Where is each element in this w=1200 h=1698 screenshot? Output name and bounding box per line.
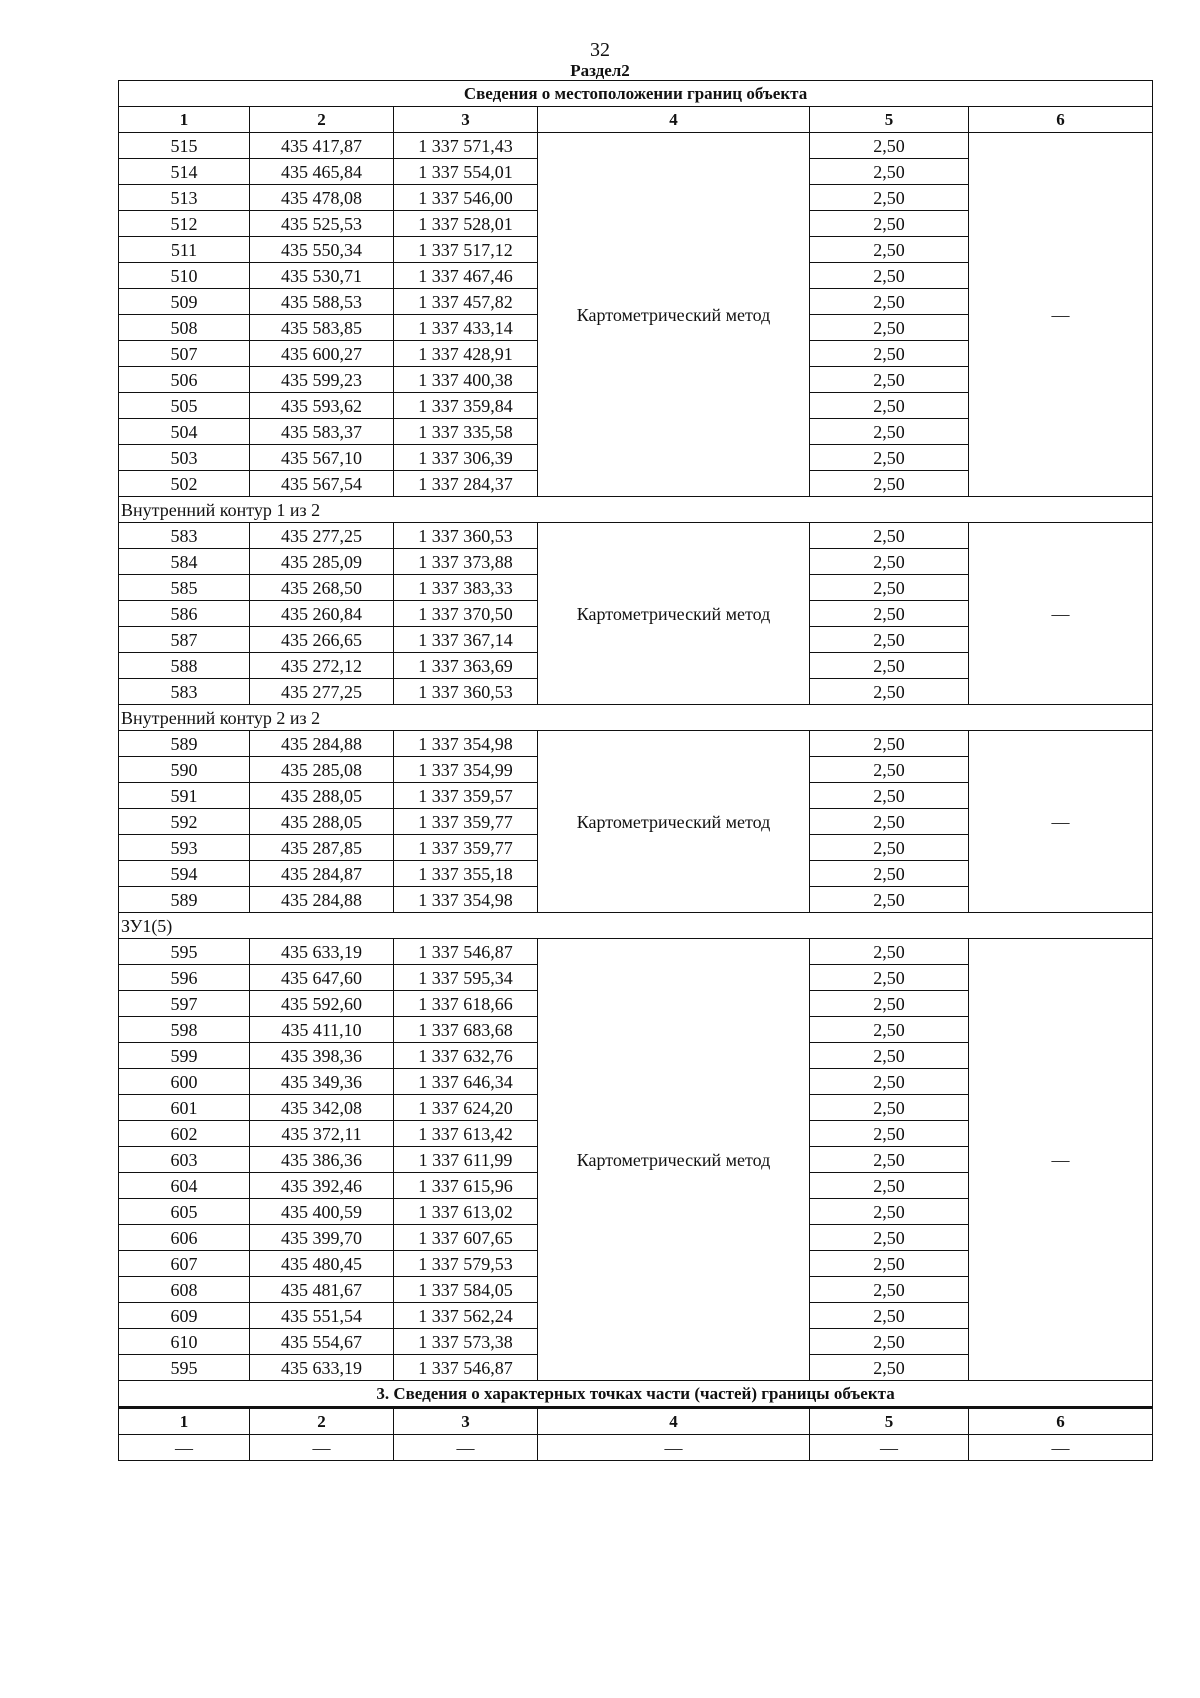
x-coordinate-cell: 435 288,05	[250, 809, 394, 835]
x-coordinate-cell: 435 530,71	[250, 263, 394, 289]
accuracy-cell: 2,50	[810, 367, 969, 393]
accuracy-cell: 2,50	[810, 133, 969, 159]
x-coordinate-cell: 435 417,87	[250, 133, 394, 159]
x-coordinate-cell: 435 268,50	[250, 575, 394, 601]
y-coordinate-cell: 1 337 400,38	[394, 367, 538, 393]
point-number-cell: 595	[119, 939, 250, 965]
accuracy-cell: 2,50	[810, 1043, 969, 1069]
accuracy-cell: 2,50	[810, 159, 969, 185]
point-number-cell: 583	[119, 523, 250, 549]
y-coordinate-cell: 1 337 370,50	[394, 601, 538, 627]
y-coordinate-cell: 1 337 613,02	[394, 1199, 538, 1225]
x-coordinate-cell: 435 550,34	[250, 237, 394, 263]
contour-label-row	[119, 913, 1153, 939]
x-coordinate-cell: 435 599,23	[250, 367, 394, 393]
x-coordinate-cell: 435 399,70	[250, 1225, 394, 1251]
y-coordinate-cell: 1 337 595,34	[394, 965, 538, 991]
y-coordinate-cell: 1 337 359,77	[394, 835, 538, 861]
accuracy-cell: 2,50	[810, 939, 969, 965]
accuracy-cell: 2,50	[810, 523, 969, 549]
x-coordinate-cell: 435 284,88	[250, 887, 394, 913]
table-row	[119, 1435, 1153, 1461]
point-number-cell: 590	[119, 757, 250, 783]
dash-cell: —	[969, 1435, 1153, 1461]
accuracy-cell: 2,50	[810, 549, 969, 575]
y-coordinate-cell: 1 337 611,99	[394, 1147, 538, 1173]
accuracy-cell: 2,50	[810, 679, 969, 705]
x-coordinate-cell: 435 277,25	[250, 523, 394, 549]
y-coordinate-cell: 1 337 284,37	[394, 471, 538, 497]
y-coordinate-cell: 1 337 359,57	[394, 783, 538, 809]
point-number-cell: 503	[119, 445, 250, 471]
accuracy-cell: 2,50	[810, 211, 969, 237]
accuracy-cell: 2,50	[810, 1095, 969, 1121]
x-coordinate-cell: 435 284,87	[250, 861, 394, 887]
accuracy-cell: 2,50	[810, 965, 969, 991]
y-coordinate-cell: 1 337 624,20	[394, 1095, 538, 1121]
point-number-cell: 510	[119, 263, 250, 289]
dash-cell: —	[810, 1435, 969, 1461]
y-coordinate-cell: 1 337 359,77	[394, 809, 538, 835]
y-coordinate-cell: 1 337 683,68	[394, 1017, 538, 1043]
point-number-cell: 605	[119, 1199, 250, 1225]
accuracy-cell: 2,50	[810, 575, 969, 601]
method-cell: Картометрический метод	[538, 939, 810, 1381]
x-coordinate-cell: 435 592,60	[250, 991, 394, 1017]
x-coordinate-cell: 435 400,59	[250, 1199, 394, 1225]
point-number-cell: 513	[119, 185, 250, 211]
x-coordinate-cell: 435 372,11	[250, 1121, 394, 1147]
y-coordinate-cell: 1 337 428,91	[394, 341, 538, 367]
dash-cell: —	[969, 939, 1153, 1381]
accuracy-cell: 2,50	[810, 1121, 969, 1147]
x-coordinate-cell: 435 386,36	[250, 1147, 394, 1173]
point-number-cell: 600	[119, 1069, 250, 1095]
point-number-cell: 585	[119, 575, 250, 601]
y-coordinate-cell: 1 337 579,53	[394, 1251, 538, 1277]
contour-label-row	[119, 705, 1153, 731]
dash-cell: —	[538, 1435, 810, 1461]
y-coordinate-cell: 1 337 546,87	[394, 939, 538, 965]
accuracy-cell: 2,50	[810, 1199, 969, 1225]
y-coordinate-cell: 1 337 607,65	[394, 1225, 538, 1251]
x-coordinate-cell: 435 411,10	[250, 1017, 394, 1043]
accuracy-cell: 2,50	[810, 1225, 969, 1251]
accuracy-cell: 2,50	[810, 1017, 969, 1043]
column-header: 2	[250, 1408, 394, 1435]
accuracy-cell: 2,50	[810, 1355, 969, 1381]
point-number-cell: 596	[119, 965, 250, 991]
column-header: 6	[969, 107, 1153, 133]
contour-label: Внутренний контур 2 из 2	[119, 705, 1153, 731]
point-number-cell: 608	[119, 1277, 250, 1303]
accuracy-cell: 2,50	[810, 471, 969, 497]
point-number-cell: 586	[119, 601, 250, 627]
accuracy-cell: 2,50	[810, 185, 969, 211]
x-coordinate-cell: 435 260,84	[250, 601, 394, 627]
y-coordinate-cell: 1 337 646,34	[394, 1069, 538, 1095]
x-coordinate-cell: 435 588,53	[250, 289, 394, 315]
dash-cell: —	[119, 1435, 250, 1461]
y-coordinate-cell: 1 337 354,98	[394, 731, 538, 757]
contour-label: Внутренний контур 1 из 2	[119, 497, 1153, 523]
y-coordinate-cell: 1 337 360,53	[394, 679, 538, 705]
y-coordinate-cell: 1 337 335,58	[394, 419, 538, 445]
point-number-cell: 598	[119, 1017, 250, 1043]
table-row	[119, 939, 1153, 965]
section-label: Раздел2	[570, 61, 630, 80]
x-coordinate-cell: 435 277,25	[250, 679, 394, 705]
accuracy-cell: 2,50	[810, 315, 969, 341]
point-number-cell: 607	[119, 1251, 250, 1277]
x-coordinate-cell: 435 478,08	[250, 185, 394, 211]
point-number-cell: 515	[119, 133, 250, 159]
x-coordinate-cell: 435 392,46	[250, 1173, 394, 1199]
point-number-cell: 514	[119, 159, 250, 185]
y-coordinate-cell: 1 337 467,46	[394, 263, 538, 289]
point-number-cell: 584	[119, 549, 250, 575]
x-coordinate-cell: 435 287,85	[250, 835, 394, 861]
x-coordinate-cell: 435 525,53	[250, 211, 394, 237]
accuracy-cell: 2,50	[810, 1173, 969, 1199]
point-number-cell: 604	[119, 1173, 250, 1199]
accuracy-cell: 2,50	[810, 861, 969, 887]
y-coordinate-cell: 1 337 457,82	[394, 289, 538, 315]
method-cell: Картометрический метод	[538, 731, 810, 913]
y-coordinate-cell: 1 337 571,43	[394, 133, 538, 159]
point-number-cell: 507	[119, 341, 250, 367]
method-cell: Картометрический метод	[538, 523, 810, 705]
y-coordinate-cell: 1 337 383,33	[394, 575, 538, 601]
x-coordinate-cell: 435 554,67	[250, 1329, 394, 1355]
x-coordinate-cell: 435 551,54	[250, 1303, 394, 1329]
column-header: 2	[250, 107, 394, 133]
column-header: 1	[119, 107, 250, 133]
section3-header-row	[119, 1408, 1153, 1435]
accuracy-cell: 2,50	[810, 1303, 969, 1329]
dash-cell: —	[969, 731, 1153, 913]
column-header-row	[119, 107, 1153, 133]
accuracy-cell: 2,50	[810, 887, 969, 913]
y-coordinate-cell: 1 337 546,00	[394, 185, 538, 211]
column-header: 3	[394, 1408, 538, 1435]
point-number-cell: 591	[119, 783, 250, 809]
point-number-cell: 504	[119, 419, 250, 445]
x-coordinate-cell: 435 465,84	[250, 159, 394, 185]
accuracy-cell: 2,50	[810, 419, 969, 445]
accuracy-cell: 2,50	[810, 1069, 969, 1095]
y-coordinate-cell: 1 337 632,76	[394, 1043, 538, 1069]
x-coordinate-cell: 435 600,27	[250, 341, 394, 367]
point-number-cell: 597	[119, 991, 250, 1017]
y-coordinate-cell: 1 337 367,14	[394, 627, 538, 653]
dash-cell: —	[250, 1435, 394, 1461]
y-coordinate-cell: 1 337 306,39	[394, 445, 538, 471]
dash-cell: —	[969, 133, 1153, 497]
column-header: 5	[810, 1408, 969, 1435]
y-coordinate-cell: 1 337 359,84	[394, 393, 538, 419]
x-coordinate-cell: 435 633,19	[250, 1355, 394, 1381]
accuracy-cell: 2,50	[810, 991, 969, 1017]
column-header: 1	[119, 1408, 250, 1435]
point-number-cell: 599	[119, 1043, 250, 1069]
point-number-cell: 509	[119, 289, 250, 315]
point-number-cell: 512	[119, 211, 250, 237]
y-coordinate-cell: 1 337 528,01	[394, 211, 538, 237]
contour-label: ЗУ1(5)	[119, 913, 1153, 939]
x-coordinate-cell: 435 284,88	[250, 731, 394, 757]
accuracy-cell: 2,50	[810, 601, 969, 627]
x-coordinate-cell: 435 480,45	[250, 1251, 394, 1277]
point-number-cell: 587	[119, 627, 250, 653]
y-coordinate-cell: 1 337 554,01	[394, 159, 538, 185]
y-coordinate-cell: 1 337 618,66	[394, 991, 538, 1017]
x-coordinate-cell: 435 285,08	[250, 757, 394, 783]
y-coordinate-cell: 1 337 433,14	[394, 315, 538, 341]
column-header: 4	[538, 107, 810, 133]
accuracy-cell: 2,50	[810, 1147, 969, 1173]
x-coordinate-cell: 435 288,05	[250, 783, 394, 809]
accuracy-cell: 2,50	[810, 289, 969, 315]
point-number-cell: 601	[119, 1095, 250, 1121]
point-number-cell: 602	[119, 1121, 250, 1147]
point-number-cell: 588	[119, 653, 250, 679]
y-coordinate-cell: 1 337 354,98	[394, 887, 538, 913]
point-number-cell: 508	[119, 315, 250, 341]
x-coordinate-cell: 435 583,37	[250, 419, 394, 445]
point-number-cell: 594	[119, 861, 250, 887]
accuracy-cell: 2,50	[810, 835, 969, 861]
y-coordinate-cell: 1 337 354,99	[394, 757, 538, 783]
y-coordinate-cell: 1 337 373,88	[394, 549, 538, 575]
point-number-cell: 609	[119, 1303, 250, 1329]
method-cell: Картометрический метод	[538, 133, 810, 497]
point-number-cell: 502	[119, 471, 250, 497]
x-coordinate-cell: 435 633,19	[250, 939, 394, 965]
x-coordinate-cell: 435 272,12	[250, 653, 394, 679]
section3-title-row	[119, 1381, 1153, 1408]
page-number: 32	[590, 39, 610, 61]
point-number-cell: 592	[119, 809, 250, 835]
x-coordinate-cell: 435 567,10	[250, 445, 394, 471]
x-coordinate-cell: 435 567,54	[250, 471, 394, 497]
section3-title: 3. Сведения о характерных точках части (частей) границы объекта	[119, 1381, 1153, 1408]
y-coordinate-cell: 1 337 546,87	[394, 1355, 538, 1381]
table-row	[119, 523, 1153, 549]
accuracy-cell: 2,50	[810, 263, 969, 289]
x-coordinate-cell: 435 266,65	[250, 627, 394, 653]
accuracy-cell: 2,50	[810, 237, 969, 263]
table-row	[119, 731, 1153, 757]
accuracy-cell: 2,50	[810, 393, 969, 419]
contour-label-row	[119, 497, 1153, 523]
y-coordinate-cell: 1 337 363,69	[394, 653, 538, 679]
accuracy-cell: 2,50	[810, 731, 969, 757]
accuracy-cell: 2,50	[810, 1329, 969, 1355]
point-number-cell: 583	[119, 679, 250, 705]
point-number-cell: 610	[119, 1329, 250, 1355]
point-number-cell: 589	[119, 731, 250, 757]
point-number-cell: 603	[119, 1147, 250, 1173]
x-coordinate-cell: 435 342,08	[250, 1095, 394, 1121]
x-coordinate-cell: 435 593,62	[250, 393, 394, 419]
y-coordinate-cell: 1 337 562,24	[394, 1303, 538, 1329]
x-coordinate-cell: 435 583,85	[250, 315, 394, 341]
dash-cell: —	[394, 1435, 538, 1461]
accuracy-cell: 2,50	[810, 809, 969, 835]
column-header: 6	[969, 1408, 1153, 1435]
column-header: 4	[538, 1408, 810, 1435]
y-coordinate-cell: 1 337 573,38	[394, 1329, 538, 1355]
y-coordinate-cell: 1 337 613,42	[394, 1121, 538, 1147]
x-coordinate-cell: 435 349,36	[250, 1069, 394, 1095]
y-coordinate-cell: 1 337 360,53	[394, 523, 538, 549]
accuracy-cell: 2,50	[810, 783, 969, 809]
column-header: 3	[394, 107, 538, 133]
x-coordinate-cell: 435 647,60	[250, 965, 394, 991]
y-coordinate-cell: 1 337 584,05	[394, 1277, 538, 1303]
y-coordinate-cell: 1 337 615,96	[394, 1173, 538, 1199]
x-coordinate-cell: 435 481,67	[250, 1277, 394, 1303]
point-number-cell: 606	[119, 1225, 250, 1251]
accuracy-cell: 2,50	[810, 341, 969, 367]
accuracy-cell: 2,50	[810, 627, 969, 653]
point-number-cell: 589	[119, 887, 250, 913]
y-coordinate-cell: 1 337 517,12	[394, 237, 538, 263]
y-coordinate-cell: 1 337 355,18	[394, 861, 538, 887]
accuracy-cell: 2,50	[810, 653, 969, 679]
accuracy-cell: 2,50	[810, 1277, 969, 1303]
boundary-table	[118, 80, 1153, 1461]
column-header: 5	[810, 107, 969, 133]
point-number-cell: 593	[119, 835, 250, 861]
point-number-cell: 595	[119, 1355, 250, 1381]
accuracy-cell: 2,50	[810, 757, 969, 783]
point-number-cell: 511	[119, 237, 250, 263]
dash-cell: —	[969, 523, 1153, 705]
point-number-cell: 505	[119, 393, 250, 419]
accuracy-cell: 2,50	[810, 445, 969, 471]
x-coordinate-cell: 435 285,09	[250, 549, 394, 575]
point-number-cell: 506	[119, 367, 250, 393]
table-row	[119, 133, 1153, 159]
accuracy-cell: 2,50	[810, 1251, 969, 1277]
table-title: Сведения о местоположении границ объекта	[119, 81, 1153, 107]
x-coordinate-cell: 435 398,36	[250, 1043, 394, 1069]
